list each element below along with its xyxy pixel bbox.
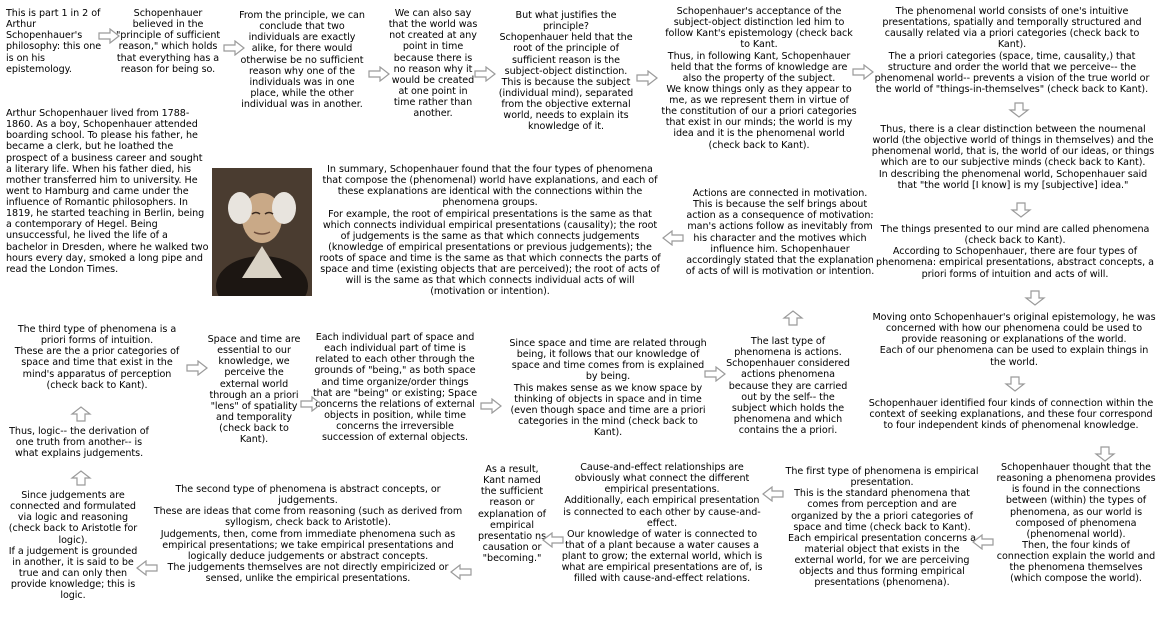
right-arrow-icon	[704, 366, 726, 382]
left-arrow-icon	[542, 532, 564, 548]
right-arrow-icon	[636, 70, 658, 86]
space-time-essential-block: Space and time are essential to our knowledge, we perceive the external world through an a priori "lens" of spatiality and temporality (check back to Kant).	[207, 334, 301, 446]
up-arrow-icon	[70, 470, 92, 486]
right-arrow-icon	[300, 396, 322, 412]
space-time-being-block: Since space and time are related through being, it follows that our knowledge of space and time comes from is explained by being. This makes sense as we know space by thinking of objects in space and in time (even though space and time are a priori categories in the mind (check back to Kant).	[509, 338, 707, 438]
acts-motivation-block: Actions are connected in motivation. This is because the self brings about action as a consequence of motivation: man's actions follow as inevitably from his character and the motives which influence him. Schopenhauer accordingly stated that the explanation of acts of will is motivation or intention.	[685, 188, 875, 277]
noumenal-block: Thus, there is a clear distinction between the noumenal world (the objective world of things in themselves) and the phenomenal world, that is, the world of our ideas, or things which are to our subjective minds (check back to Kant). In describing the phenomenal world, Schopenhauer said that "the world [I know] is my [subjective] idea."	[871, 124, 1155, 191]
left-arrow-icon	[762, 486, 784, 502]
third-type-block: The third type of phenomena is a priori forms of intuition. These are the a prior categories of space and time that exist in the mind's apparatus of perception (check back to Kant).	[14, 324, 180, 391]
phenomena-types-block: The things presented to our mind are called phenomena (check back to Kant). According to Schopenhauer, there are four types of phenomena: empirical presentations, abstract concepts, a priori forms of intuition and acts of will.	[876, 224, 1154, 280]
left-arrow-icon	[136, 560, 158, 576]
left-arrow-icon	[662, 230, 684, 246]
schopenhauer-portrait	[212, 168, 312, 296]
right-arrow-icon	[480, 398, 502, 414]
down-arrow-icon	[1094, 446, 1116, 462]
subject-object-block: Schopenhauer's acceptance of the subject-object distinction led him to follow Kant's epistemology (check back to Kant. Thus, in following Kant, Schopenhauer held that the forms of knowledge are also the property of the subject. We know things only as they appear to me, as we represent them in virtue of the constitution of our a priori categories that exist in our minds; the world is my idea and it is the phenomenal world (check back to Kant).	[661, 6, 857, 151]
right-arrow-icon	[186, 360, 208, 376]
last-type-block: The last type of phenomena is actions. Schopenhauer considered actions phenomena because they are carried out by the self-- the subject which holds the phenomena and which contains the a priori.	[726, 336, 850, 436]
principle-block: Schopenhauer believed in the "principle of sufficient reason," which holds that everything has a reason for being so.	[115, 8, 221, 75]
four-connections-block: Schopenhauer identified four kinds of connection within the context of seeking explanations, and these four correspond to four independent kinds of phenomenal knowledge.	[868, 398, 1154, 432]
second-type-block: The second type of phenomena is abstract concepts, or judgements. These are ideas that come from reasoning (such as derived from syllogism, check back to Aristotle). Judgements, then, come from immediate phenomena such as empirical presentations; we take empirical presentations and logically deduce judgements or abstract concepts. The judgements themselves are not directly empiricized or sensed, unlike the empirical presentations.	[153, 484, 463, 584]
down-arrow-icon	[1008, 102, 1030, 118]
up-arrow-icon	[782, 310, 804, 326]
summary-block: In summary, Schopenhauer found that the four types of phenomena that compose the (phenomenal) world have explanations, and each of these explanations are identical with the connections within the phenomena groups. For example, the root of empirical presentations is the same as that which connects individual empirical presentations (causality); the root of judgements is the same as that which connects judgements (knowledge of empirical presentations or previous judgements); the roots of space and time is the same as that which connects the parts of space and time (existing objects that are perceived); the root of acts of will is the same as that which connects individual acts of will (motivation or intention).	[319, 164, 661, 298]
cause-effect-block: Cause-and-effect relationships are obviously what connect the different empirical presentations. Additionally, each empirical presentation is connected to each other by cause-and-effect. Our knowledge of water is connected to that of a plant because a water causes a plant to grow; the external world, which is what are empirical presentations are of, is filled with cause-and-effect relations.	[561, 462, 763, 585]
phenomenal-world-block: The phenomenal world consists of one's intuitive presentations, spatially and temporally structured and causally related via a priori categories (check back to Kant). The a priori categories (space, time, causality,) that structure and order the world that we perceive-- the phenomenal world-- prevents a vision of the true world or the world of "things-in-themselves" (check back to Kant).	[874, 6, 1150, 95]
biography-block: Arthur Schopenhauer lived from 1788-1860. As a boy, Schopenhauer attended boarding school. To please his father, he became a clerk, but he loathed the prospect of a business career and sought a literary life. When his father died, his mother transferred him to university. He went to Hamburg and came under the influence of Romantic philosophers. In 1819, he started teaching in Berlin, being a contemporary of Hegel. Being unsuccessful, he lived the life of a bachelor in Dresden, where he walked two hours every day, smoked a long pipe and read the London Times.	[6, 108, 209, 275]
up-arrow-icon	[70, 406, 92, 422]
first-type-block: The first type of phenomena is empirical presentation. This is the standard phenomena that comes from perception and are organized by the a priori categories of space and time (check back to Kant). Each empirical presentation concerns a material object that exists in the external world, for we are perceiving objects and thus forming empirical presentations (phenomena).	[785, 466, 979, 589]
left-arrow-icon	[972, 534, 994, 550]
judgements-block: Since judgements are connected and formulated via logic and reasoning (check back to Aristotle for logic). If a judgement is grounded in another, it is said to be true and can only then provide knowledge; this is logic.	[8, 490, 138, 602]
down-arrow-icon	[1010, 202, 1032, 218]
left-arrow-icon	[450, 564, 472, 580]
space-time-parts-block: Each individual part of space and each individual part of time is related to each other through the grounds of "being," as both space and time organize/order things that are "being" or existing; Space concerns the relations of external objects in position, while time concerns the irreversible succession of external objects.	[312, 332, 478, 444]
kant-causation-block: As a result, Kant named the sufficient reason or explanation of empirical presentatio ns causation or "becoming."	[477, 464, 547, 564]
right-arrow-icon	[852, 64, 874, 80]
original-epistemology-block: Moving onto Schopenhauer's original epistemology, he was concerned with how our phenomena could be used to provide reasoning or explanations of the world. Each of our phenomena can be used to explain things in the world.	[872, 312, 1156, 368]
intro-note: This is part 1 in 2 of Arthur Schopenhauer's philosophy: this one is on his epistemology.	[6, 8, 102, 75]
reasoning-block: Schopenhauer thought that the reasoning a phenomena provides is found in the connections between (within) the types of phenomena, as our world is composed of phenomena (phenomenal world). Then, the four kinds of connection explain the world and the phenomena themselves (which compose the world).	[996, 462, 1156, 585]
right-arrow-icon	[223, 40, 245, 56]
identical-individuals-block: From the principle, we can conclude that two individuals are exactly alike, for there would otherwise be no sufficient reason why one of the individuals was in one place, while the other individual was in another.	[239, 10, 365, 110]
logic-block: Thus, logic-- the derivation of one truth from another-- is what explains judgements.	[9, 426, 149, 460]
right-arrow-icon	[368, 66, 390, 82]
down-arrow-icon	[1004, 376, 1026, 392]
right-arrow-icon	[98, 28, 120, 44]
world-not-created-block: We can also say that the world was not created at any point in time because there is no reason why it would be created at one point in time rather than another.	[388, 8, 478, 120]
right-arrow-icon	[474, 66, 496, 82]
justification-block: But what justifies the principle? Schopenhauer held that the root of the principle of sufficient reason is the subject-object distinction. This is because the subject (individual mind), separated from the objective external world, needs to explain its knowledge of it.	[498, 10, 634, 133]
down-arrow-icon	[1024, 290, 1046, 306]
